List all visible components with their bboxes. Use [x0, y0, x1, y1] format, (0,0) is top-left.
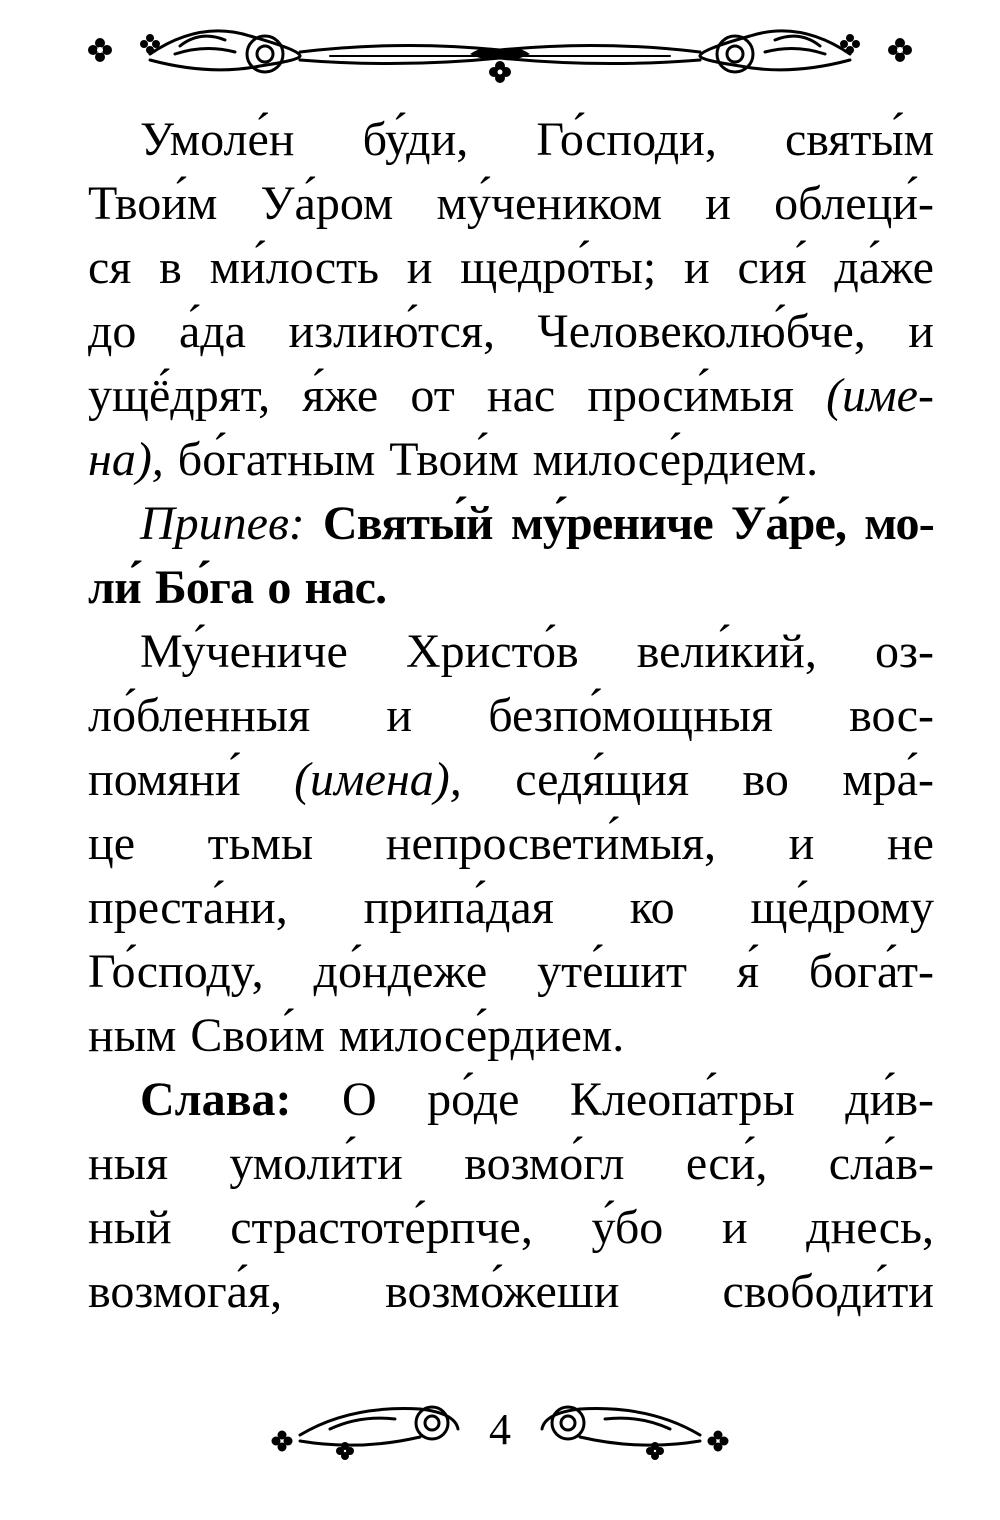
- word: Го́сподy,: [88, 945, 264, 998]
- word: да́же: [834, 241, 934, 294]
- word: облеци́-: [774, 177, 934, 230]
- paragraph: [88, 492, 934, 620]
- word: тьмы: [207, 817, 314, 870]
- word: му́рениче: [510, 497, 713, 550]
- word: о: [267, 561, 291, 614]
- word: возмо́гл: [464, 1137, 625, 1190]
- text-line: [88, 1068, 934, 1132]
- word: преста́ни,: [88, 881, 288, 934]
- word: сия́: [737, 241, 807, 294]
- word: бу́ди,: [362, 113, 469, 166]
- word: Му́чениче: [140, 625, 348, 678]
- word: умоли́ти: [229, 1137, 403, 1190]
- word: ми́лость: [209, 241, 380, 294]
- word: уте́шит: [537, 945, 687, 998]
- word: (име-: [826, 369, 934, 422]
- word: и: [406, 241, 433, 294]
- word: на),: [88, 433, 164, 486]
- word: му́чеником: [436, 177, 663, 230]
- text-line: [88, 300, 934, 364]
- word: сла́в-: [828, 1137, 934, 1190]
- word: ныя: [88, 1137, 169, 1190]
- word: до́ндеже: [313, 945, 488, 998]
- word: милосе́рдием.: [338, 1009, 625, 1062]
- word: от: [410, 369, 455, 422]
- word: вели́кий,: [636, 625, 817, 678]
- word: святы́м: [784, 113, 934, 166]
- word: нас: [486, 369, 556, 422]
- text-line: [88, 1132, 934, 1196]
- prayer-text: [88, 108, 934, 1324]
- text-line: [88, 364, 934, 428]
- word: Го́споди,: [536, 113, 717, 166]
- word: милосе́рдием.: [532, 433, 819, 486]
- word: Уа́ром: [260, 177, 394, 230]
- word: Умоле́н: [140, 113, 295, 166]
- text-line: [88, 1260, 934, 1324]
- word: ро́де: [427, 1073, 520, 1126]
- word: помяни́: [88, 753, 241, 806]
- word: проси́мыя: [587, 369, 794, 422]
- word: я́же: [302, 369, 379, 422]
- word: и: [684, 241, 710, 294]
- word: и: [908, 305, 934, 358]
- text-line: [88, 108, 934, 172]
- word: и: [705, 177, 731, 230]
- word: бога́т-: [808, 945, 934, 998]
- word: Клеопа́тры: [569, 1073, 795, 1126]
- word: непросвети́мыя,: [385, 817, 717, 870]
- paragraph: [88, 620, 934, 1068]
- word: ущё́дрят,: [88, 369, 271, 422]
- word: припа́дая: [363, 881, 554, 934]
- word: и: [721, 1201, 748, 1254]
- word: до: [88, 305, 137, 358]
- word: Твои́м: [389, 433, 519, 486]
- word: а́да: [178, 305, 246, 358]
- word: Твои́м: [88, 177, 218, 230]
- text-line: [88, 556, 934, 620]
- text-line: [88, 748, 934, 812]
- word: мо-: [864, 497, 934, 550]
- text-line: [88, 620, 934, 684]
- word: возмо́жеши: [385, 1265, 620, 1318]
- paragraphs-container: [88, 108, 934, 1324]
- word: безпо́мощныя: [488, 689, 773, 742]
- word: седя́щия: [515, 753, 690, 806]
- text-line: [88, 236, 934, 300]
- word: це: [88, 817, 135, 870]
- word: Уа́ре,: [730, 497, 847, 550]
- text-line: [88, 876, 934, 940]
- word: не: [886, 817, 934, 870]
- word: щедро́ты;: [460, 241, 657, 294]
- top-ornament: [0, 10, 1000, 90]
- text-line: [88, 1004, 934, 1068]
- word: возмога́я,: [88, 1265, 283, 1318]
- word: Святы́й: [322, 497, 493, 550]
- word: ло́бленныя: [88, 689, 311, 742]
- word: у́бо: [591, 1201, 664, 1254]
- word: и: [386, 689, 413, 742]
- page-number: 4: [489, 1405, 511, 1454]
- text-line: [88, 492, 934, 556]
- word: Христо́в: [405, 625, 579, 678]
- word: ли́: [88, 561, 141, 614]
- word: во: [742, 753, 789, 806]
- word: оз-: [875, 625, 934, 678]
- word: нас.: [304, 561, 387, 614]
- word: Бо́га: [155, 561, 254, 614]
- text-line: [88, 812, 934, 876]
- word: Слава:: [140, 1073, 292, 1126]
- word: излию́тся,: [288, 305, 495, 358]
- word: Припев:: [140, 497, 305, 550]
- word: вос-: [849, 689, 934, 742]
- text-line: [88, 172, 934, 236]
- word: страстоте́рпче,: [230, 1201, 533, 1254]
- word: и: [788, 817, 815, 870]
- paragraph: [88, 108, 934, 492]
- word: (имена),: [294, 753, 462, 806]
- word: в: [159, 241, 182, 294]
- word: еси́,: [685, 1137, 768, 1190]
- word: свободи́ти: [722, 1265, 934, 1318]
- word: О: [341, 1073, 377, 1126]
- word: ным: [88, 1009, 177, 1062]
- word: ще́дрому: [750, 881, 934, 934]
- word: бо́гатным: [177, 433, 376, 486]
- word: ди́в-: [845, 1073, 934, 1126]
- word: днесь,: [806, 1201, 934, 1254]
- word: я́: [736, 945, 759, 998]
- text-line: [88, 940, 934, 1004]
- word: ся: [88, 241, 132, 294]
- paragraph: [88, 1068, 934, 1324]
- word: мра́-: [842, 753, 934, 806]
- word: Свои́м: [190, 1009, 325, 1062]
- text-line: [88, 1196, 934, 1260]
- word: ный: [88, 1201, 172, 1254]
- word: Человеколю́бче,: [537, 305, 866, 358]
- text-line: [88, 428, 934, 492]
- text-line: [88, 684, 934, 748]
- word: ко: [629, 881, 675, 934]
